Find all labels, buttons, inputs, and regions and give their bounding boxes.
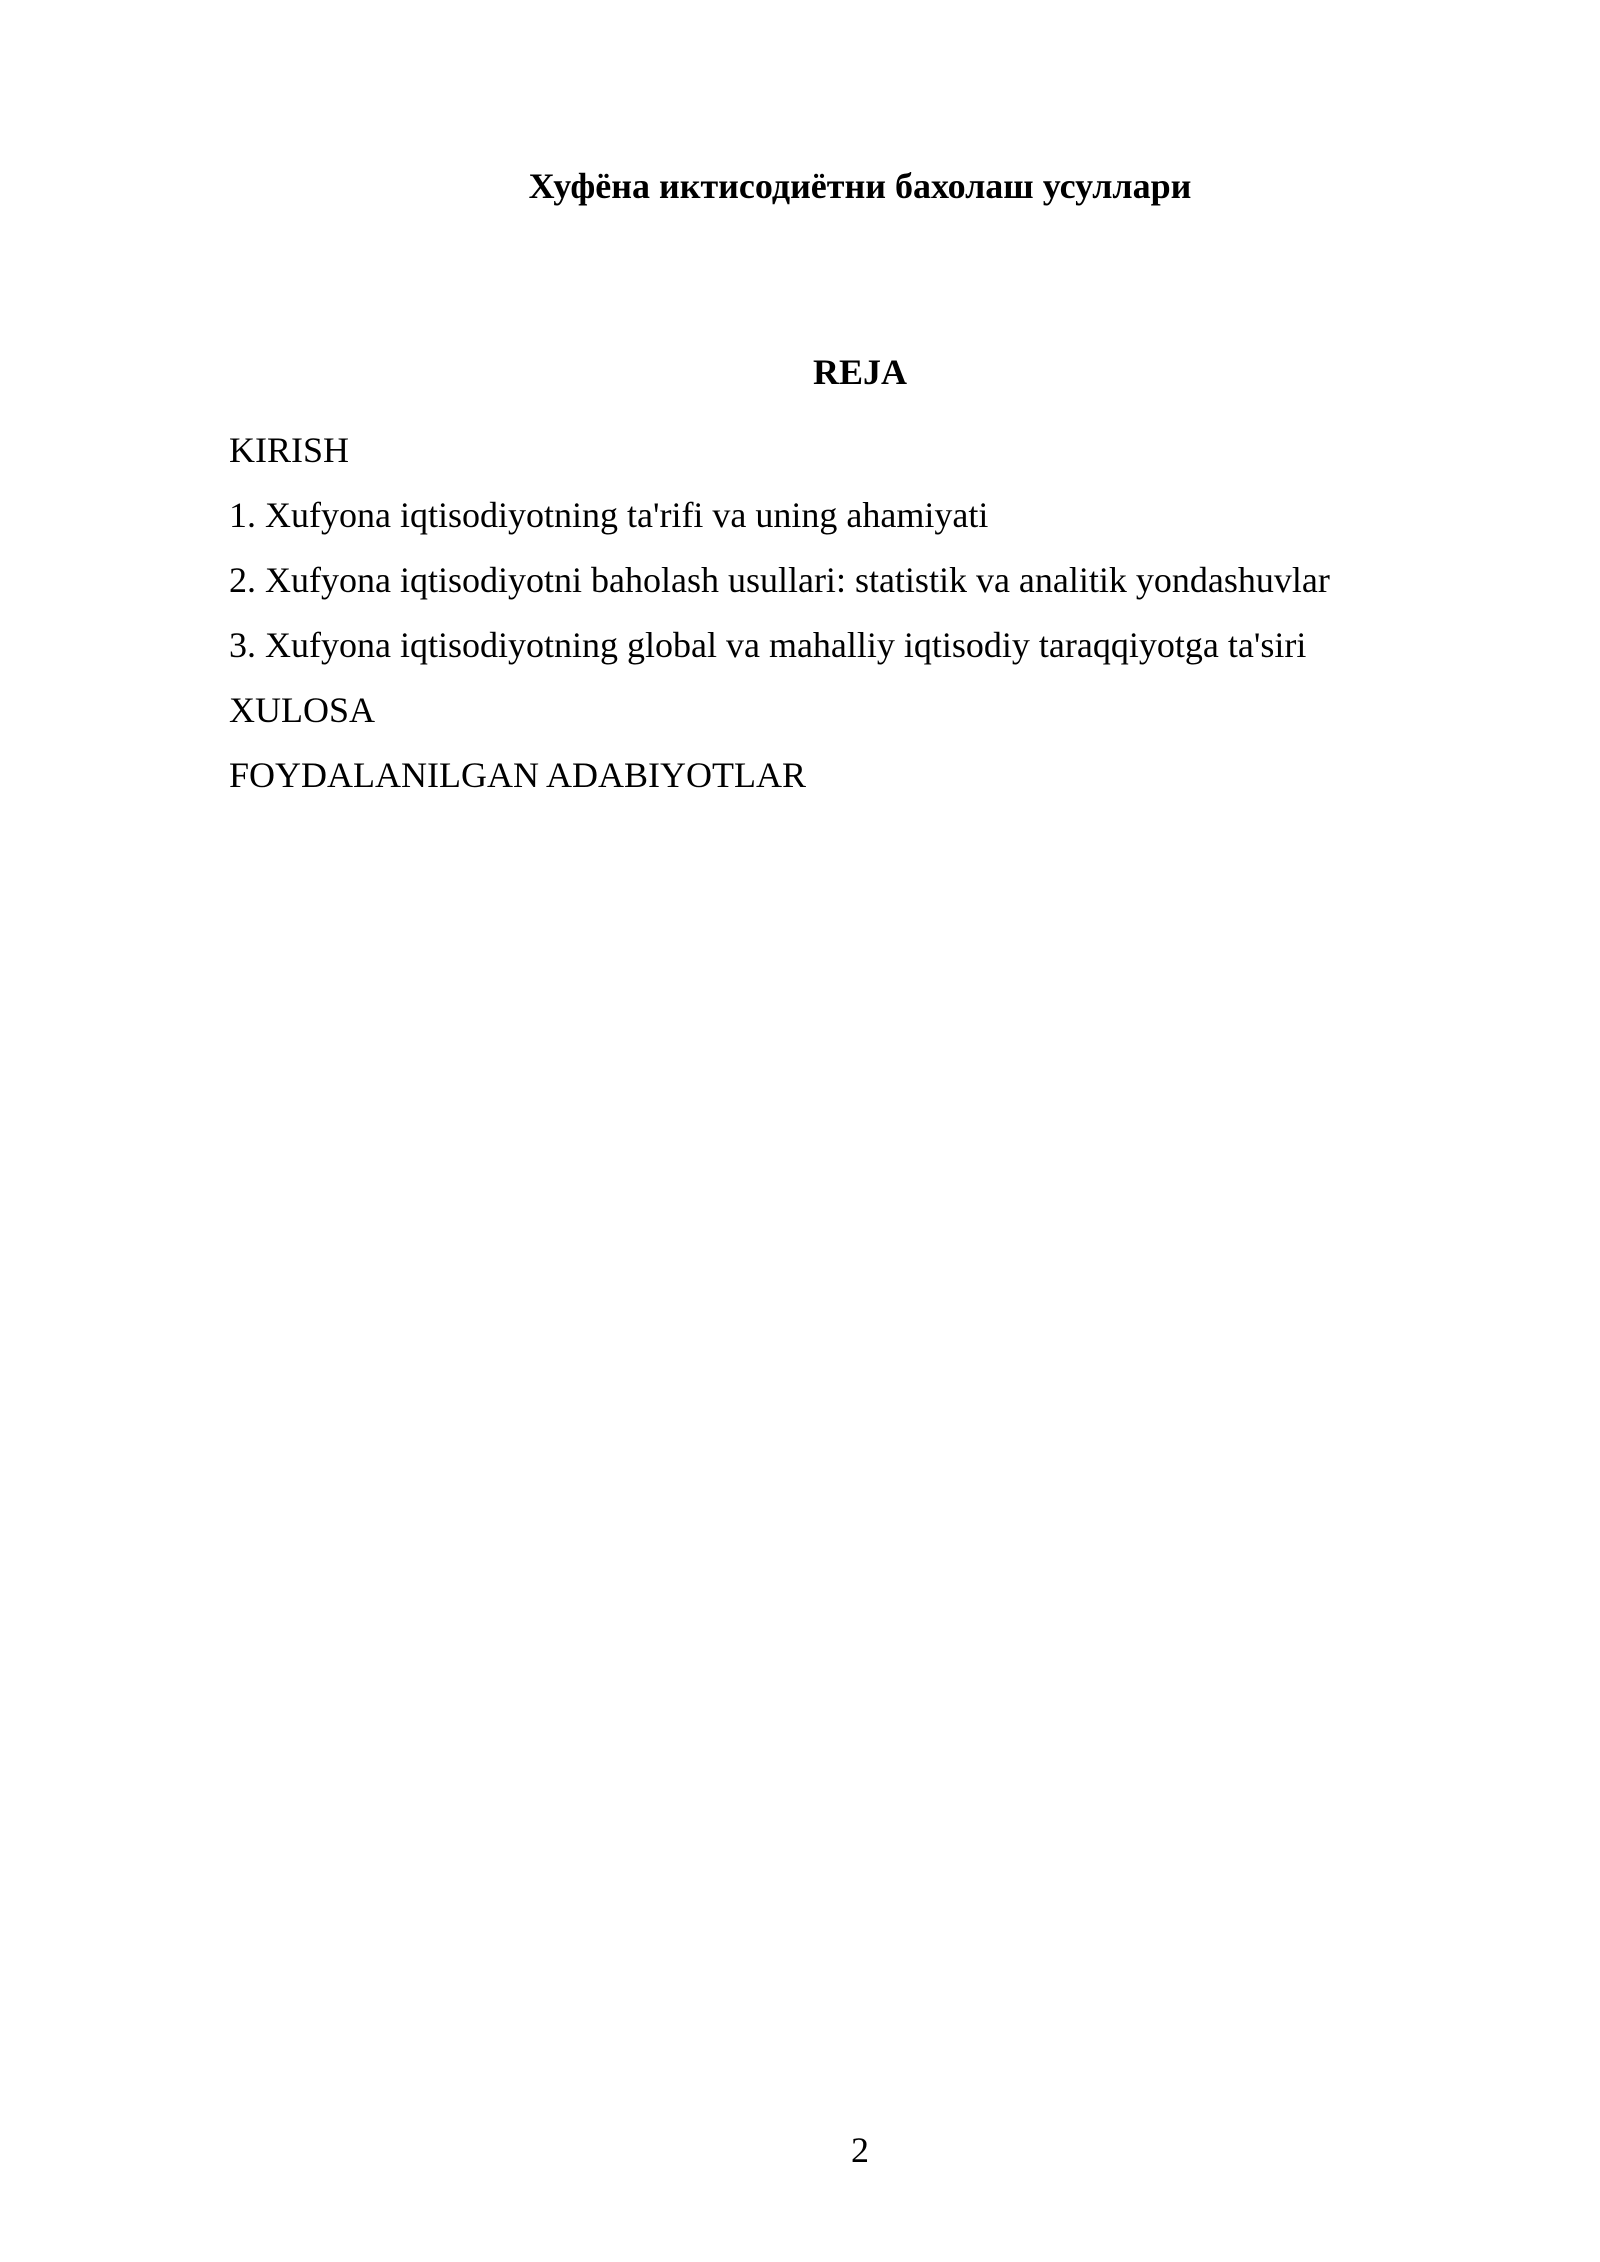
plan-list: [229, 418, 1469, 808]
plan-item-2: 2. Xufyona iqtisodiyotni baholash usullari: statistik va analitik yondashuvlar: [229, 560, 1330, 600]
page-number: 2: [851, 2130, 869, 2170]
plan-item-conclusion: XULOSA: [229, 690, 376, 730]
plan-item-3: 3. Xufyona iqtisodiyotning global va mahalliy iqtisodiy taraqqiyotga ta'siri: [229, 625, 1307, 665]
plan-item-references: FOYDALANILGAN ADABIYOTLAR: [229, 755, 806, 795]
document-title: Хуфёна иктисодиётни бахолаш усуллари: [528, 166, 1192, 206]
plan-item-1: 1. Xufyona iqtisodiyotning ta'rifi va uning ahamiyati: [229, 495, 989, 535]
plan-heading: REJA: [812, 352, 907, 392]
plan-item-introduction: KIRISH: [229, 430, 350, 470]
